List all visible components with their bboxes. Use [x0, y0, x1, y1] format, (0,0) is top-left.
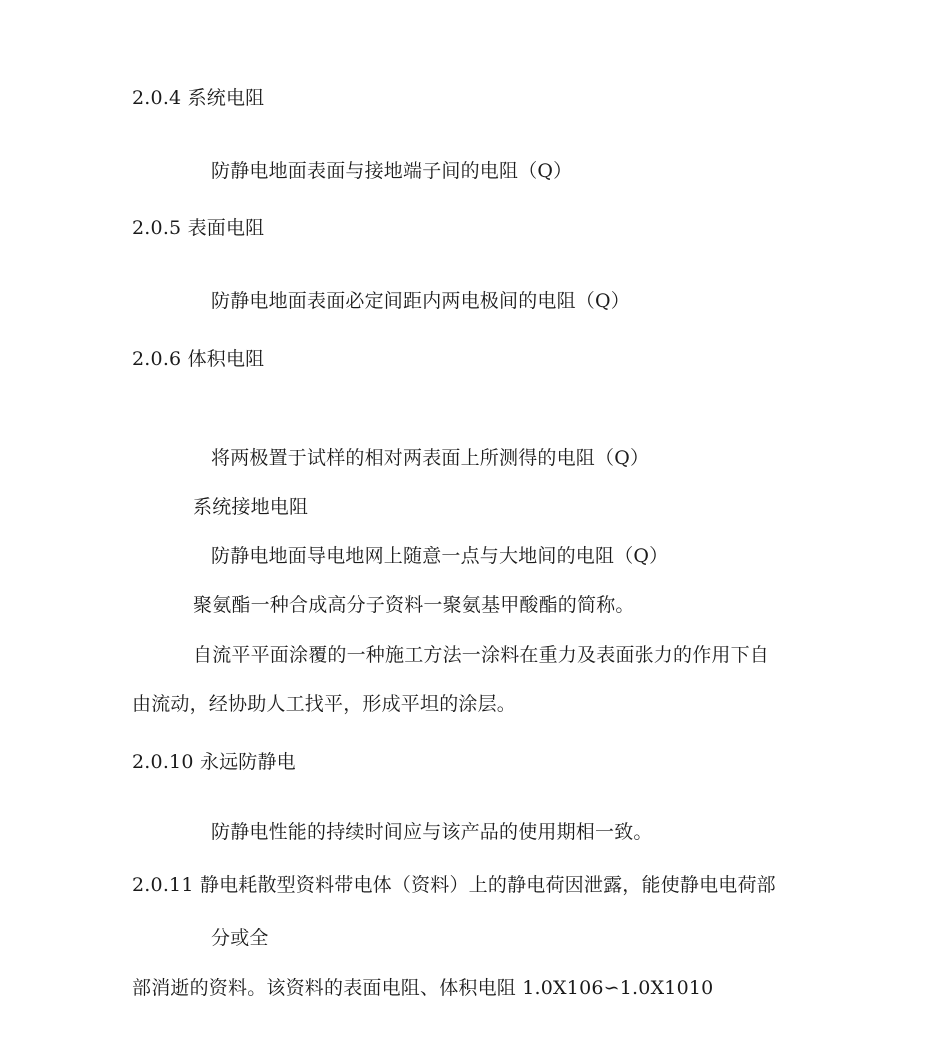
term-system-ground-resistance: 系统接地电阻 — [193, 496, 309, 518]
definition-permanent-antistatic: 防静电性能的持续时间应与该产品的使用期相一致。 — [211, 821, 653, 843]
definition-surface-resistance: 防静电地面表面必定间距内两电极间的电阻（Q） — [211, 290, 630, 312]
term-self-leveling-line-2: 由流动，经协助人工找平，形成平坦的涂层。 — [132, 693, 517, 715]
heading-2-0-5: 2.0.5 表面电阻 — [132, 217, 265, 239]
definition-dissipative-last-line: 部消逝的资料。该资料的表面电阻、体积电阻 1.0X106∽1.0X1010 — [132, 977, 714, 999]
heading-2-0-10: 2.0.10 永远防静电 — [132, 751, 296, 773]
definition-system-ground-resistance: 防静电地面导电地网上随意一点与大地间的电阻（Q） — [211, 545, 669, 567]
term-polyurethane: 聚氨酯一种合成高分子资料一聚氨基甲酸酯的简称。 — [193, 594, 635, 616]
heading-2-0-4: 2.0.4 系统电阻 — [132, 87, 265, 109]
definition-system-resistance: 防静电地面表面与接地端子间的电阻（Q） — [211, 160, 573, 182]
heading-2-0-6: 2.0.6 体积电阻 — [132, 348, 265, 370]
heading-2-0-11: 2.0.11 静电耗散型资料带电体（资料）上的静电荷因泄露，能使静电电荷部 — [132, 874, 776, 896]
definition-volume-resistance: 将两极置于试样的相对两表面上所测得的电阻（Q） — [211, 447, 650, 469]
term-self-leveling-line-1: 自流平平面涂覆的一种施工方法一涂料在重力及表面张力的作用下自 — [193, 644, 770, 666]
definition-dissipative-continued: 分或全 — [211, 927, 269, 949]
